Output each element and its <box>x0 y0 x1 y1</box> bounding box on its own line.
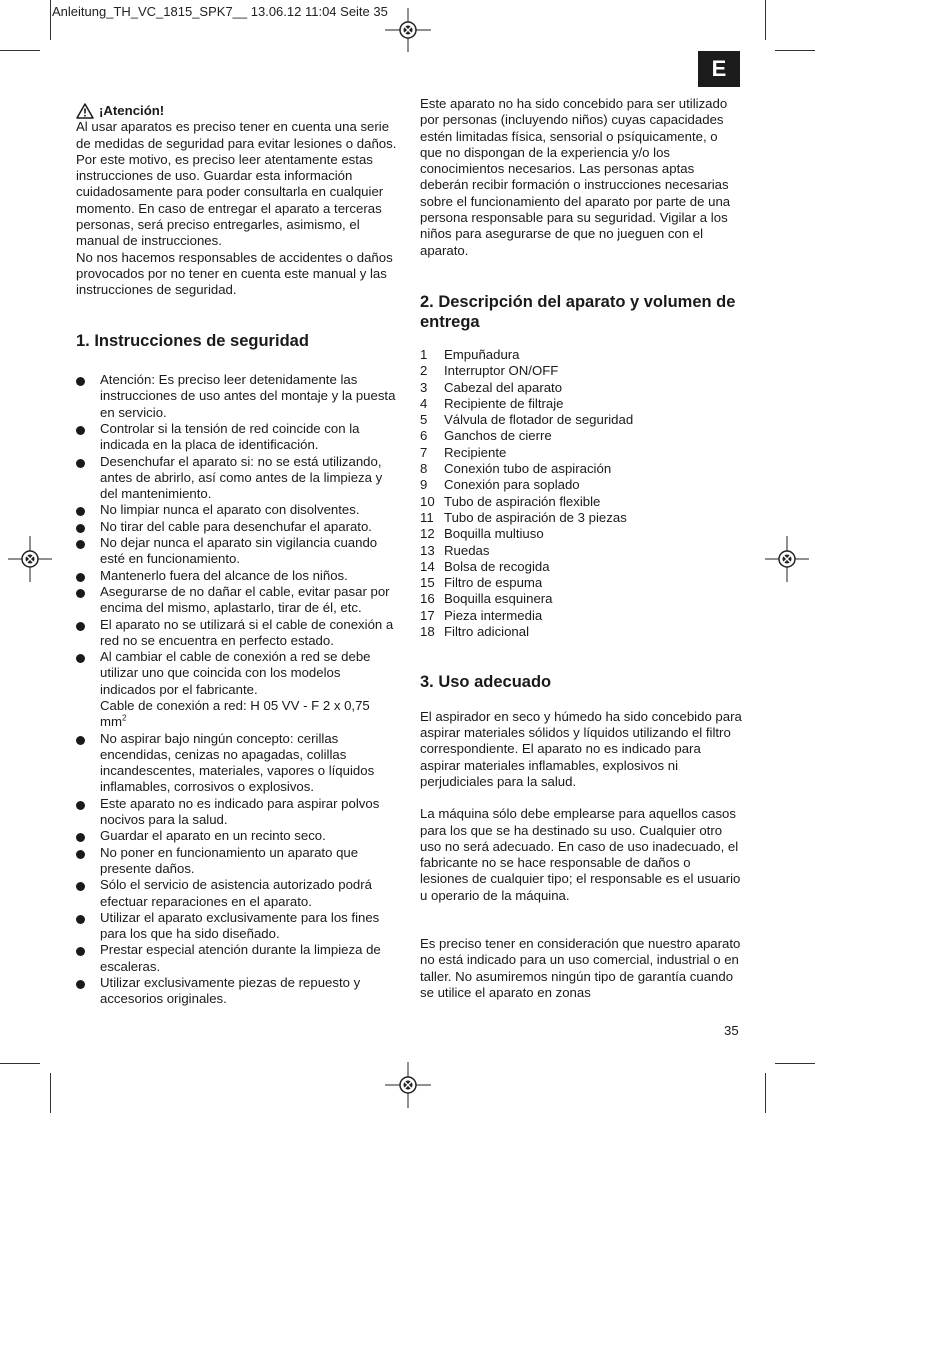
bullet-icon <box>76 654 85 663</box>
list-item: 12 Boquilla multiuso <box>420 526 544 542</box>
bullet-icon <box>76 850 85 859</box>
crop-mark <box>765 0 766 40</box>
language-tab: E <box>698 51 740 87</box>
section-title-intended-use: 3. Uso adecuado <box>420 673 552 692</box>
cable-note-superscript: 2 <box>121 713 127 723</box>
list-item: 8 Conexión tubo de aspiración <box>420 461 612 477</box>
bullet-icon <box>76 980 85 989</box>
bullet-icon <box>76 573 85 582</box>
bullet-icon <box>76 801 85 810</box>
crop-mark <box>50 0 51 40</box>
list-item: Utilizar el aparato exclusivamente para los fines para los que ha sido diseñado. <box>76 910 398 943</box>
list-item: 4 Recipiente de filtraje <box>420 395 564 411</box>
bullet-icon <box>76 524 85 533</box>
bullet-icon <box>76 947 85 956</box>
crop-mark <box>775 50 815 51</box>
registration-mark-icon <box>385 1062 431 1108</box>
list-item: No poner en funcionamiento un aparato que presente daños. <box>76 845 398 878</box>
print-slug: Anleitung_TH_VC_1815_SPK7__ 13.06.12 11:04 Seite 35 <box>52 4 388 19</box>
bullet-icon <box>76 377 85 386</box>
liability-paragraph: No nos hacemos responsables de accidentes o daños provocados por no tener en cuenta este manual y las instrucciones de seguridad. <box>76 249 393 298</box>
section-title-description: 2. Descripción del aparato y volumen de entrega <box>420 292 736 332</box>
list-item: 1 Empuñadura <box>420 346 520 362</box>
list-item: No aspirar bajo ningún concepto: cerillas encendidas, cenizas no apagadas, colillas incandescentes, materiales, vapores o líquidos inflamables, corrosivos o explosivos. <box>76 731 398 796</box>
bullet-icon <box>76 540 85 549</box>
list-item: Desenchufar el aparato si: no se está utilizando, antes de abrirlo, así como antes de la limpieza y del mantenimiento. <box>76 454 398 503</box>
left-column <box>76 103 398 1008</box>
list-item: 17 Pieza intermedia <box>420 607 543 623</box>
list-item: Guardar el aparato en un recinto seco. <box>76 828 398 844</box>
cable-note: Cable de conexión a red: H 05 VV - F 2 x 0,75 mm <box>100 698 370 730</box>
bullet-icon <box>76 833 85 842</box>
attention-title: ¡Atención! <box>99 103 165 118</box>
list-item: Atención: Es preciso leer detenidamente las instrucciones de uso antes del montaje y la puesta en servicio. <box>76 372 398 421</box>
list-item: Mantenerlo fuera del alcance de los niños. <box>76 568 398 584</box>
crop-mark <box>0 50 40 51</box>
list-item: 13 Ruedas <box>420 542 490 558</box>
attention-paragraph: Al usar aparatos es preciso tener en cuenta una serie de medidas de seguridad para evitar lesiones o daños. Por este motivo, es preciso leer atentamente estas instrucciones de uso. Guardar esta información cuidadosamente para poder consultarla en cualquier momento. En caso de entregar el aparato a terceras personas, será preciso entregarles, asimismo, el manual de instrucciones. <box>76 119 397 249</box>
list-item: Controlar si la tensión de red coincide con la indicada en la placa de identificación. <box>76 421 398 454</box>
list-item: Asegurarse de no dañar el cable, evitar pasar por encima del mismo, aplastarlo, tirar de él, etc. <box>76 584 398 617</box>
crop-mark <box>0 1063 40 1064</box>
intro-paragraph: Este aparato no ha sido concebido para ser utilizado por personas (incluyendo niños) cuyas capacidades estén limitadas física, sensorial o psíquicamente, o que no dispongan de la experiencia y/o los conocimientos necesarios. Las personas aptas deberán recibir formación o instrucciones necesarias sobre el funcionamiento del aparato por parte de una persona responsable para su seguridad. Vigilar a los niños para asegurarse de que no jueguen con el aparato. <box>420 96 731 258</box>
bullet-icon <box>76 426 85 435</box>
bullet-icon <box>76 915 85 924</box>
list-item: 18 Filtro adicional <box>420 624 530 640</box>
list-item: No limpiar nunca el aparato con disolventes. <box>76 502 398 518</box>
list-item: 6 Ganchos de cierre <box>420 428 552 444</box>
crop-mark <box>775 1063 815 1064</box>
list-item: 15 Filtro de espuma <box>420 575 543 591</box>
bullet-icon <box>76 736 85 745</box>
registration-mark-icon <box>765 536 809 582</box>
crop-mark <box>50 1073 51 1113</box>
warning-triangle-icon <box>76 103 94 119</box>
list-item: 9 Conexión para soplado <box>420 477 580 493</box>
list-item: 14 Bolsa de recogida <box>420 558 550 574</box>
list-item: 10 Tubo de aspiración flexible <box>420 493 601 509</box>
bullet-icon <box>76 882 85 891</box>
list-item: 11 Tubo de aspiración de 3 piezas <box>420 509 627 525</box>
list-item: Utilizar exclusivamente piezas de repuesto y accesorios originales. <box>76 975 398 1008</box>
list-item: No dejar nunca el aparato sin vigilancia cuando esté en funcionamiento. <box>76 535 398 568</box>
bullet-icon <box>76 622 85 631</box>
page-number: 35 <box>724 1023 739 1038</box>
list-item: No tirar del cable para desenchufar el aparato. <box>76 519 398 535</box>
crop-mark <box>765 1073 766 1113</box>
bullet-icon <box>76 589 85 598</box>
registration-mark-icon <box>8 536 52 582</box>
parts-list <box>420 347 742 640</box>
registration-mark-icon <box>385 8 431 52</box>
bullet-icon <box>76 507 85 516</box>
list-item: El aparato no se utilizará si el cable de conexión a red no se encuentra en perfecto estado. <box>76 617 398 650</box>
list-item: 5 Válvula de flotador de seguridad <box>420 412 634 428</box>
list-item: 3 Cabezal del aparato <box>420 379 563 395</box>
list-item: 7 Recipiente <box>420 444 507 460</box>
right-column <box>420 96 742 1001</box>
attention-heading <box>76 103 398 119</box>
list-item: 16 Boquilla esquinera <box>420 591 553 607</box>
intended-use-paragraph: Es preciso tener en consideración que nuestro aparato no está indicado para un uso comercial, industrial o en taller. No asumiremos ningún tipo de garantía cuando se utilice el aparato en zonas <box>420 936 741 1000</box>
intended-use-paragraph: La máquina sólo debe emplearse para aquellos casos para los que se ha destinado su uso. Cualquier otro uso no será adecuado. En caso de uso inadecuado, el fabricante no se hace responsable de daños o lesiones de cualquier tipo; el responsable es el usuario u operario de la máquina. <box>420 806 741 903</box>
intended-use-paragraph: El aspirador en seco y húmedo ha sido concebido para aspirar materiales sólidos y líquidos utilizando el filtro correspondiente. El aparato no es indicado para aspirar materiales inflamables, explosivos ni perjudiciales para la salud. <box>420 708 742 789</box>
list-item: Prestar especial atención durante la limpieza de escaleras. <box>76 942 398 975</box>
list-item: 2 Interruptor ON/OFF <box>420 363 559 379</box>
list-item: Al cambiar el cable de conexión a red se debe utilizar uno que coincida con los modelos indicados por el fabricante. Cable de conexión a red: H 05 VV - F 2 x 0,75 $mm^2$ <box>76 649 398 730</box>
list-item: Sólo el servicio de asistencia autorizado podrá efectuar reparaciones en el aparato. <box>76 877 398 910</box>
safety-bullet-list <box>76 372 398 1008</box>
list-item: Este aparato no es indicado para aspirar polvos nocivos para la salud. <box>76 796 398 829</box>
bullet-icon <box>76 459 85 468</box>
section-title-safety: 1. Instrucciones de seguridad <box>76 331 309 350</box>
